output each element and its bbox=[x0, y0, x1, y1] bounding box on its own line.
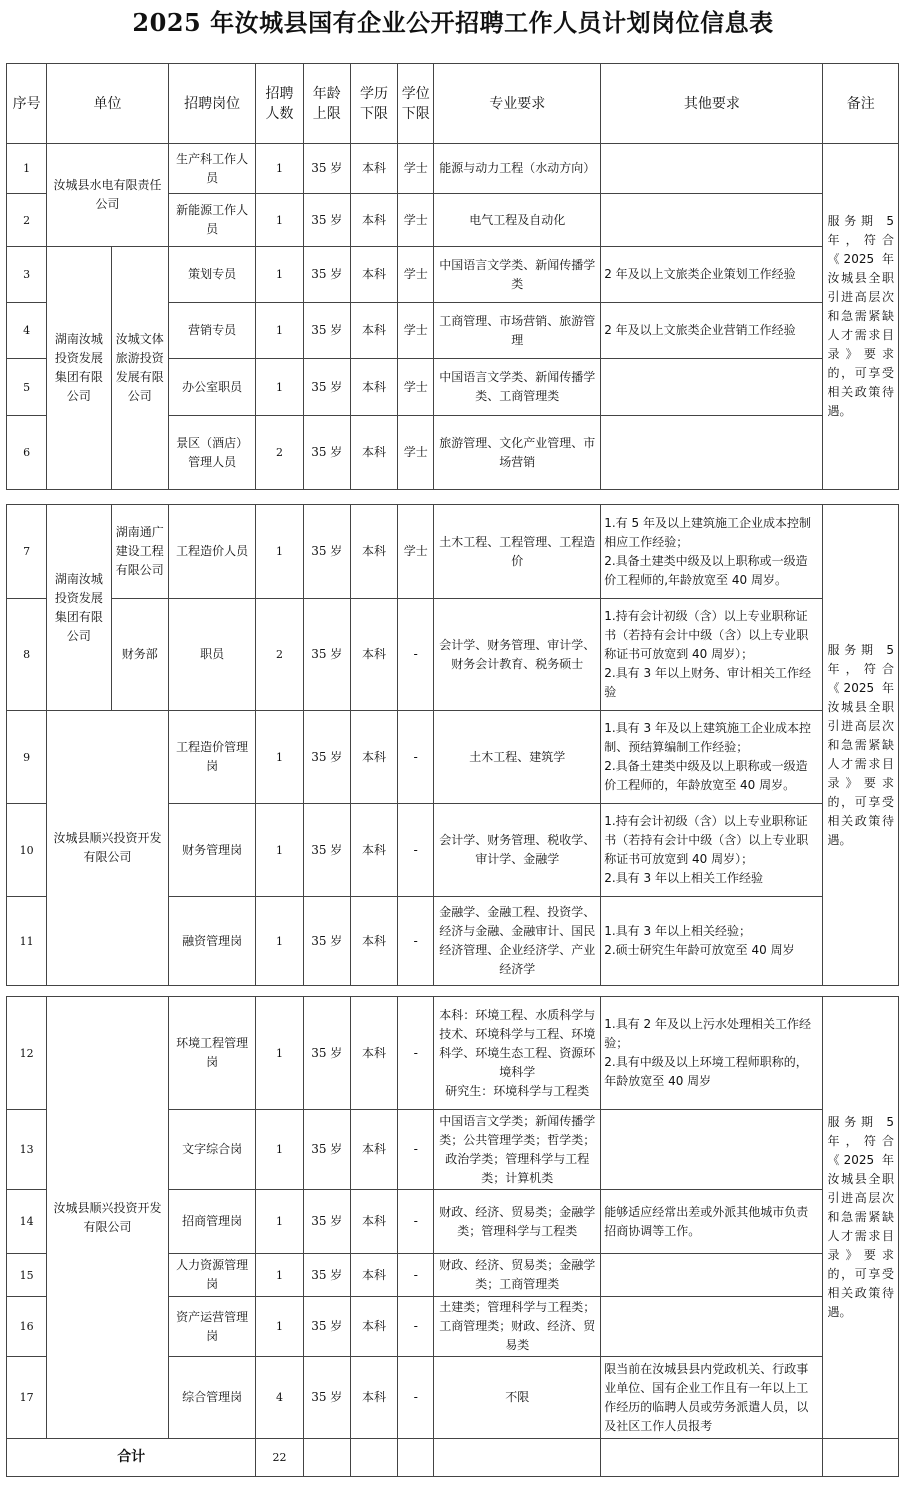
cell-other bbox=[601, 416, 823, 490]
cell-sub-unit: 汝城文体旅游投资发展有限公司 bbox=[111, 247, 168, 490]
cell-other bbox=[601, 359, 823, 416]
header-other: 其他要求 bbox=[601, 64, 823, 144]
cell-major: 电气工程及自动化 bbox=[434, 194, 601, 247]
cell-sub-unit: 湖南通广建设工程有限公司 bbox=[111, 505, 168, 599]
cell-unit: 汝城县水电有限责任公司 bbox=[47, 144, 169, 247]
cell-edu: 本科 bbox=[350, 1297, 397, 1357]
cell-count: 1 bbox=[256, 505, 303, 599]
total-empty bbox=[398, 1439, 434, 1477]
table-row bbox=[7, 997, 899, 1110]
cell-degree: 学士 bbox=[398, 144, 434, 194]
cell-other bbox=[601, 1254, 823, 1297]
header-major: 专业要求 bbox=[434, 64, 601, 144]
recruitment-table-part-2 bbox=[6, 504, 899, 986]
cell-no: 10 bbox=[7, 804, 47, 897]
header-unit: 单位 bbox=[47, 64, 169, 144]
cell-edu: 本科 bbox=[350, 599, 397, 711]
table-row bbox=[7, 247, 899, 303]
cell-other bbox=[601, 194, 823, 247]
cell-major: 会计学、财务管理、税收学、审计学、金融学 bbox=[434, 804, 601, 897]
cell-edu: 本科 bbox=[350, 1190, 397, 1254]
cell-major: 中国语言文学类；新闻传播学类；公共管理学类；哲学类；政治学类；管理科学与工程类；计算机类 bbox=[434, 1110, 601, 1190]
cell-count: 1 bbox=[256, 359, 303, 416]
cell-edu: 本科 bbox=[350, 303, 397, 359]
table-row bbox=[7, 505, 899, 599]
cell-age: 35 岁 bbox=[303, 303, 350, 359]
recruitment-table-part-1 bbox=[6, 63, 899, 490]
cell-degree: - bbox=[398, 997, 434, 1110]
cell-major: 土木工程、建筑学 bbox=[434, 711, 601, 804]
cell-count: 4 bbox=[256, 1357, 303, 1439]
cell-no: 14 bbox=[7, 1190, 47, 1254]
header-count: 招聘人数 bbox=[256, 64, 303, 144]
cell-degree: 学士 bbox=[398, 359, 434, 416]
cell-unit: 湖南汝城投资发展集团有限公司 bbox=[47, 247, 111, 490]
total-empty bbox=[303, 1439, 350, 1477]
cell-remark: 服务期 5 年，符合《2025 年汝城县全职引进高层次和急需紧缺人才需求目录》要求的，可享受相关政策待遇。 bbox=[823, 144, 899, 490]
cell-degree: 学士 bbox=[398, 247, 434, 303]
cell-no: 8 bbox=[7, 599, 47, 711]
cell-major: 能源与动力工程（水动方向） bbox=[434, 144, 601, 194]
total-empty bbox=[434, 1439, 601, 1477]
cell-count: 2 bbox=[256, 599, 303, 711]
cell-major: 财政、经济、贸易类；金融学类；工商管理类 bbox=[434, 1254, 601, 1297]
total-empty bbox=[823, 1439, 899, 1477]
cell-count: 1 bbox=[256, 897, 303, 986]
cell-age: 35 岁 bbox=[303, 416, 350, 490]
cell-count: 1 bbox=[256, 303, 303, 359]
cell-age: 35 岁 bbox=[303, 997, 350, 1110]
header-no: 序号 bbox=[7, 64, 47, 144]
cell-count: 1 bbox=[256, 194, 303, 247]
cell-degree: - bbox=[398, 1254, 434, 1297]
cell-count: 1 bbox=[256, 1297, 303, 1357]
cell-post: 生产科工作人员 bbox=[168, 144, 255, 194]
cell-edu: 本科 bbox=[350, 1357, 397, 1439]
cell-post: 招商管理岗 bbox=[168, 1190, 255, 1254]
cell-sub-unit: 财务部 bbox=[111, 599, 168, 711]
header-edu: 学历下限 bbox=[350, 64, 397, 144]
cell-degree: - bbox=[398, 1357, 434, 1439]
cell-no: 5 bbox=[7, 359, 47, 416]
cell-no: 6 bbox=[7, 416, 47, 490]
cell-degree: - bbox=[398, 804, 434, 897]
cell-other bbox=[601, 1110, 823, 1190]
cell-edu: 本科 bbox=[350, 359, 397, 416]
cell-post: 工程造价管理岗 bbox=[168, 711, 255, 804]
cell-major: 金融学、金融工程、投资学、经济与金融、金融审计、国民经济管理、企业经济学、产业经济学 bbox=[434, 897, 601, 986]
header-degree: 学位下限 bbox=[398, 64, 434, 144]
table-row bbox=[7, 144, 899, 194]
cell-age: 35 岁 bbox=[303, 1110, 350, 1190]
cell-major: 不限 bbox=[434, 1357, 601, 1439]
cell-no: 1 bbox=[7, 144, 47, 194]
cell-edu: 本科 bbox=[350, 1110, 397, 1190]
cell-major: 旅游管理、文化产业管理、市场营销 bbox=[434, 416, 601, 490]
total-empty bbox=[350, 1439, 397, 1477]
cell-post: 人力资源管理岗 bbox=[168, 1254, 255, 1297]
cell-post: 职员 bbox=[168, 599, 255, 711]
table-row bbox=[7, 711, 899, 804]
cell-no: 2 bbox=[7, 194, 47, 247]
cell-remark: 服务期 5 年，符合《2025 年汝城县全职引进高层次和急需紧缺人才需求目录》要求的，可享受相关政策待遇。 bbox=[823, 997, 899, 1439]
cell-post: 文字综合岗 bbox=[168, 1110, 255, 1190]
total-empty bbox=[601, 1439, 823, 1477]
cell-degree: 学士 bbox=[398, 194, 434, 247]
cell-age: 35 岁 bbox=[303, 247, 350, 303]
cell-edu: 本科 bbox=[350, 247, 397, 303]
cell-post: 资产运营管理岗 bbox=[168, 1297, 255, 1357]
table-row bbox=[7, 599, 899, 711]
cell-degree: - bbox=[398, 897, 434, 986]
cell-other: 2 年及以上文旅类企业策划工作经验 bbox=[601, 247, 823, 303]
cell-age: 35 岁 bbox=[303, 505, 350, 599]
cell-degree: 学士 bbox=[398, 416, 434, 490]
cell-major: 会计学、财务管理、审计学、财务会计教育、税务硕士 bbox=[434, 599, 601, 711]
cell-no: 13 bbox=[7, 1110, 47, 1190]
cell-edu: 本科 bbox=[350, 1254, 397, 1297]
cell-other bbox=[601, 144, 823, 194]
cell-age: 35 岁 bbox=[303, 1357, 350, 1439]
cell-degree: - bbox=[398, 1297, 434, 1357]
cell-unit: 湖南汝城投资发展集团有限公司 bbox=[47, 505, 111, 711]
cell-count: 1 bbox=[256, 1254, 303, 1297]
cell-degree: - bbox=[398, 1110, 434, 1190]
cell-major: 财政、经济、贸易类；金融学类；管理科学与工程类 bbox=[434, 1190, 601, 1254]
cell-major: 中国语言文学类、新闻传播学类 bbox=[434, 247, 601, 303]
cell-other: 能够适应经常出差或外派其他城市负责招商协调等工作。 bbox=[601, 1190, 823, 1254]
cell-edu: 本科 bbox=[350, 194, 397, 247]
cell-major: 本科：环境工程、水质科学与技术、环境科学与工程、环境科学、环境生态工程、资源环境科学 研究生：环境科学与工程类 bbox=[434, 997, 601, 1110]
cell-post: 营销专员 bbox=[168, 303, 255, 359]
header-remark: 备注 bbox=[823, 64, 899, 144]
cell-age: 35 岁 bbox=[303, 359, 350, 416]
cell-count: 1 bbox=[256, 711, 303, 804]
cell-age: 35 岁 bbox=[303, 804, 350, 897]
cell-degree: - bbox=[398, 1190, 434, 1254]
page-title: 2025 年汝城县国有企业公开招聘工作人员计划岗位信息表 bbox=[132, 8, 774, 37]
cell-remark: 服务期 5 年，符合《2025 年汝城县全职引进高层次和急需紧缺人才需求目录》要求的，可享受相关政策待遇。 bbox=[823, 505, 899, 986]
cell-major: 土建类；管理科学与工程类；工商管理类；财政、经济、贸易类 bbox=[434, 1297, 601, 1357]
cell-post: 工程造价人员 bbox=[168, 505, 255, 599]
header-post: 招聘岗位 bbox=[168, 64, 255, 144]
cell-no: 17 bbox=[7, 1357, 47, 1439]
cell-no: 3 bbox=[7, 247, 47, 303]
cell-age: 35 岁 bbox=[303, 711, 350, 804]
cell-post: 景区（酒店）管理人员 bbox=[168, 416, 255, 490]
cell-count: 1 bbox=[256, 1190, 303, 1254]
cell-other: 1.有 5 年及以上建筑施工企业成本控制相应工作经验； 2.具备土建类中级及以上职称或一级造价工程师的,年龄放宽至 40 周岁。 bbox=[601, 505, 823, 599]
cell-post: 策划专员 bbox=[168, 247, 255, 303]
cell-age: 35 岁 bbox=[303, 897, 350, 986]
cell-no: 7 bbox=[7, 505, 47, 599]
cell-no: 11 bbox=[7, 897, 47, 986]
cell-other: 1.持有会计初级（含）以上专业职称证书（若持有会计中级（含）以上专业职称证书可放宽到 40 周岁）； 2.具有 3 年以上相关工作经验 bbox=[601, 804, 823, 897]
cell-other: 1.具有 2 年及以上污水处理相关工作经验； 2.具有中级及以上环境工程师职称的，年龄放宽至 40 周岁 bbox=[601, 997, 823, 1110]
cell-degree: - bbox=[398, 599, 434, 711]
cell-edu: 本科 bbox=[350, 997, 397, 1110]
cell-major: 中国语言文学类、新闻传播学类、工商管理类 bbox=[434, 359, 601, 416]
cell-unit: 汝城县顺兴投资开发有限公司 bbox=[47, 711, 169, 986]
total-row bbox=[7, 1439, 899, 1477]
cell-no: 12 bbox=[7, 997, 47, 1110]
cell-count: 1 bbox=[256, 997, 303, 1110]
header-age: 年龄上限 bbox=[303, 64, 350, 144]
cell-age: 35 岁 bbox=[303, 1254, 350, 1297]
cell-other bbox=[601, 1297, 823, 1357]
cell-post: 融资管理岗 bbox=[168, 897, 255, 986]
total-label: 合计 bbox=[7, 1439, 256, 1477]
cell-edu: 本科 bbox=[350, 416, 397, 490]
cell-post: 综合管理岗 bbox=[168, 1357, 255, 1439]
cell-age: 35 岁 bbox=[303, 1190, 350, 1254]
cell-other: 1.持有会计初级（含）以上专业职称证书（若持有会计中级（含）以上专业职称证书可放宽到 40 周岁）； 2.具有 3 年以上财务、审计相关工作经验 bbox=[601, 599, 823, 711]
cell-edu: 本科 bbox=[350, 711, 397, 804]
cell-count: 1 bbox=[256, 1110, 303, 1190]
cell-no: 4 bbox=[7, 303, 47, 359]
cell-other: 2 年及以上文旅类企业营销工作经验 bbox=[601, 303, 823, 359]
cell-edu: 本科 bbox=[350, 804, 397, 897]
cell-major: 工商管理、市场营销、旅游管理 bbox=[434, 303, 601, 359]
cell-degree: 学士 bbox=[398, 505, 434, 599]
cell-count: 1 bbox=[256, 804, 303, 897]
cell-degree: - bbox=[398, 711, 434, 804]
cell-edu: 本科 bbox=[350, 144, 397, 194]
cell-other: 1.具有 3 年及以上建筑施工企业成本控制、预结算编制工作经验； 2.具备土建类中级及以上职称或一级造价工程师的，年龄放宽至 40 周岁。 bbox=[601, 711, 823, 804]
recruitment-table-part-3 bbox=[6, 996, 899, 1477]
cell-age: 35 岁 bbox=[303, 1297, 350, 1357]
cell-post: 环境工程管理岗 bbox=[168, 997, 255, 1110]
cell-major: 土木工程、工程管理、工程造价 bbox=[434, 505, 601, 599]
cell-post: 财务管理岗 bbox=[168, 804, 255, 897]
cell-edu: 本科 bbox=[350, 505, 397, 599]
total-count: 22 bbox=[256, 1439, 303, 1477]
table-header-row bbox=[7, 64, 899, 144]
cell-count: 1 bbox=[256, 144, 303, 194]
cell-degree: 学士 bbox=[398, 303, 434, 359]
cell-age: 35 岁 bbox=[303, 144, 350, 194]
cell-other: 限当前在汝城县县内党政机关、行政事业单位、国有企业工作且有一年以上工作经历的临聘人员或劳务派遣人员，以及社区工作人员报考 bbox=[601, 1357, 823, 1439]
cell-other: 1.具有 3 年以上相关经验； 2.硕士研究生年龄可放宽至 40 周岁 bbox=[601, 897, 823, 986]
cell-no: 16 bbox=[7, 1297, 47, 1357]
cell-no: 9 bbox=[7, 711, 47, 804]
cell-count: 2 bbox=[256, 416, 303, 490]
cell-count: 1 bbox=[256, 247, 303, 303]
cell-age: 35 岁 bbox=[303, 194, 350, 247]
cell-age: 35 岁 bbox=[303, 599, 350, 711]
cell-unit: 汝城县顺兴投资开发有限公司 bbox=[47, 997, 169, 1439]
cell-no: 15 bbox=[7, 1254, 47, 1297]
cell-edu: 本科 bbox=[350, 897, 397, 986]
cell-post: 新能源工作人员 bbox=[168, 194, 255, 247]
cell-post: 办公室职员 bbox=[168, 359, 255, 416]
